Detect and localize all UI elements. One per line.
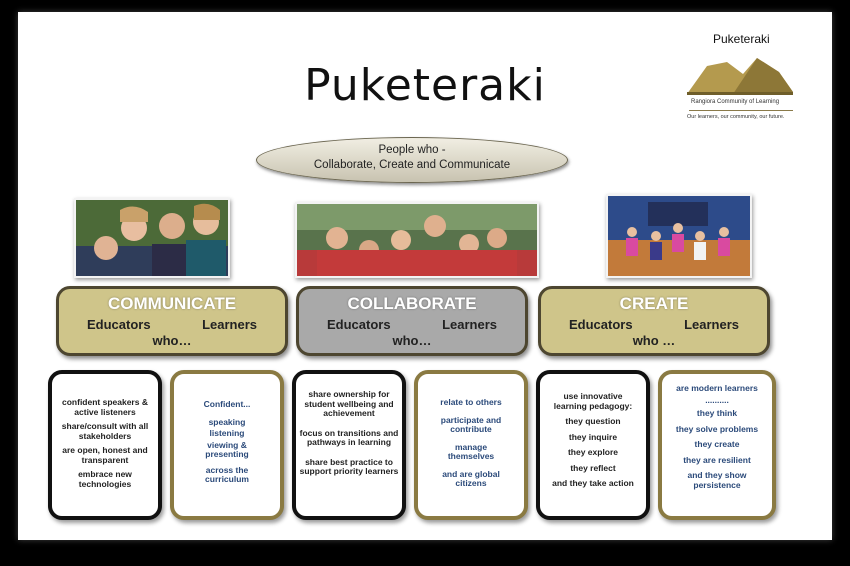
- educators-label: Educators: [87, 317, 151, 332]
- card-item: share/consult with all stakeholders: [61, 421, 149, 441]
- pillar-title: COMMUNICATE: [107, 294, 237, 313]
- mountain-icon: [687, 52, 793, 98]
- card-item: share ownership for student wellbeing and achievement: [304, 389, 394, 418]
- educators-label: Educators: [327, 317, 391, 332]
- logo-subtitle: Rangiora Community of Learning: [691, 99, 780, 105]
- pillar-create: [538, 286, 770, 356]
- pillar-title: CREATE: [619, 294, 689, 313]
- card-item: confident speakers & active listeners: [62, 397, 148, 417]
- who-label: who …: [632, 333, 676, 348]
- card-item: and they take action: [552, 478, 634, 488]
- who-label: who…: [392, 333, 432, 348]
- card-item: Confident...: [203, 399, 251, 409]
- card-item: they create: [694, 439, 740, 449]
- card-item: embrace new technologies: [78, 469, 132, 489]
- card-item: they solve problems: [675, 423, 759, 434]
- card-collaborate-educators: [292, 370, 406, 520]
- card-item: they reflect: [570, 462, 616, 473]
- card-item: viewing & presenting: [205, 439, 249, 459]
- who-label: who…: [152, 333, 192, 348]
- card-communicate-educators: [48, 370, 162, 520]
- card-item: they are resilient: [683, 454, 751, 465]
- logo-tagline: Our learners, our community, our future.: [687, 114, 785, 120]
- educators-label: Educators: [569, 317, 633, 332]
- card-item: and they show persistence: [687, 470, 747, 490]
- pillar-collaborate: [296, 286, 528, 356]
- slide: [18, 12, 832, 540]
- collaborate-photo: [295, 202, 539, 278]
- logo-divider: [689, 110, 793, 111]
- banner-line-2: Collaborate, Create and Communicate: [313, 159, 511, 171]
- card-item: across the curriculum: [205, 464, 249, 484]
- card-item: ..........: [705, 394, 729, 405]
- learners-label: Learners: [202, 317, 257, 332]
- logo-name: Puketeraki: [713, 32, 770, 46]
- card-item: participate and contribute: [440, 414, 502, 434]
- puketeraki-logo: [683, 32, 813, 128]
- communicate-photo: [74, 198, 230, 278]
- card-item: use innovative learning pedagogy:: [553, 391, 633, 411]
- card-communicate-learners: [170, 370, 284, 520]
- card-item: focus on transitions and pathways in learning: [299, 427, 399, 447]
- card-item: manage themselves: [447, 441, 495, 461]
- card-item: share best practice to support priority learners: [299, 456, 399, 476]
- card-create-learners: [658, 370, 776, 520]
- create-photo: [606, 194, 752, 278]
- banner-line-1: People who -: [378, 144, 446, 156]
- slide-title: Puketeraki: [304, 60, 546, 111]
- card-item: are modern learners: [676, 383, 758, 393]
- card-create-educators: [536, 370, 650, 520]
- card-item: relate to others: [440, 397, 502, 407]
- card-item: they question: [565, 416, 621, 426]
- card-item: they inquire: [568, 431, 618, 442]
- card-item: they think: [696, 408, 738, 418]
- learners-label: Learners: [442, 317, 497, 332]
- card-collaborate-learners: [414, 370, 528, 520]
- card-item: listening: [209, 428, 245, 438]
- card-item: they explore: [567, 447, 619, 457]
- card-item: speaking: [208, 416, 246, 427]
- card-item: are open, honest and transparent: [62, 445, 148, 465]
- banner-oval: [256, 137, 568, 183]
- card-item: and are global citizens: [442, 468, 500, 488]
- pillar-title: COLLABORATE: [347, 294, 477, 313]
- learners-label: Learners: [684, 317, 739, 332]
- pillar-communicate: [56, 286, 288, 356]
